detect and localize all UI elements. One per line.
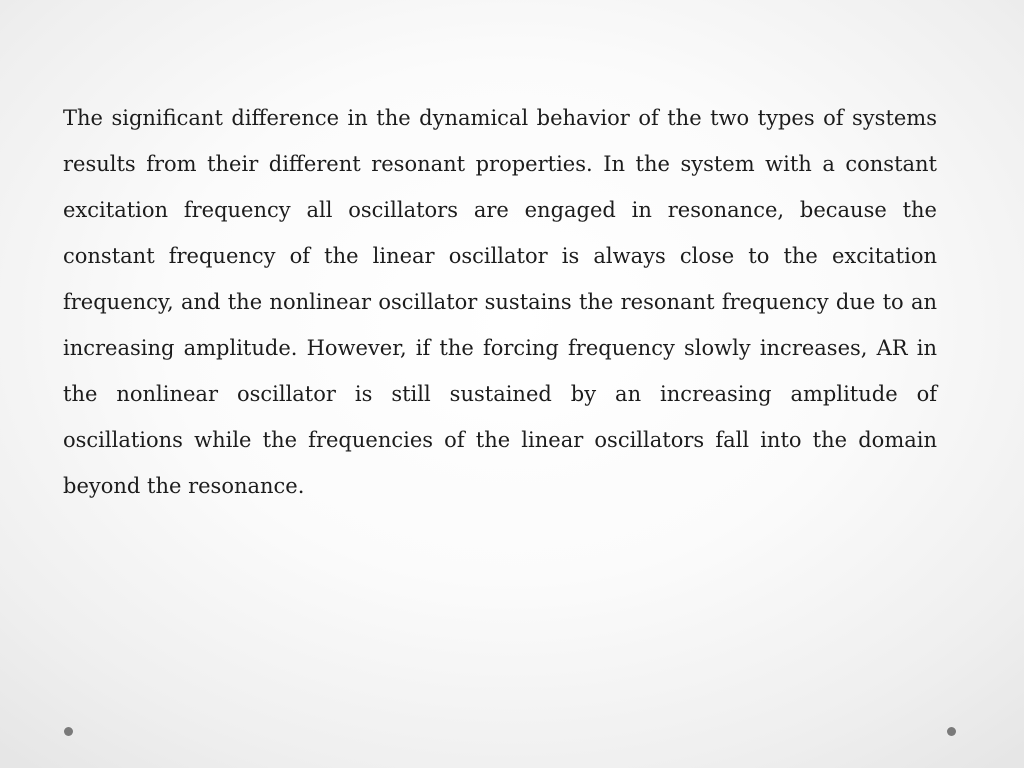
decorative-dot-left [64, 727, 73, 736]
decorative-dot-right [947, 727, 956, 736]
slide-body-text: The significant difference in the dynamical behavior of the two types of systems results from their different resonant properties. In the system with a constant excitation frequency all oscillators are engaged in resonance, because the constant frequency of the linear oscillator is always close to the excitation frequency, and the nonlinear oscillator sustains the resonant frequency due to an increasing amplitude. However, if the forcing frequency slowly increases, AR in the nonlinear oscillator is still sustained by an increasing amplitude of oscillations while the frequencies of the linear oscillators fall into the domain beyond the resonance. [63, 106, 937, 498]
